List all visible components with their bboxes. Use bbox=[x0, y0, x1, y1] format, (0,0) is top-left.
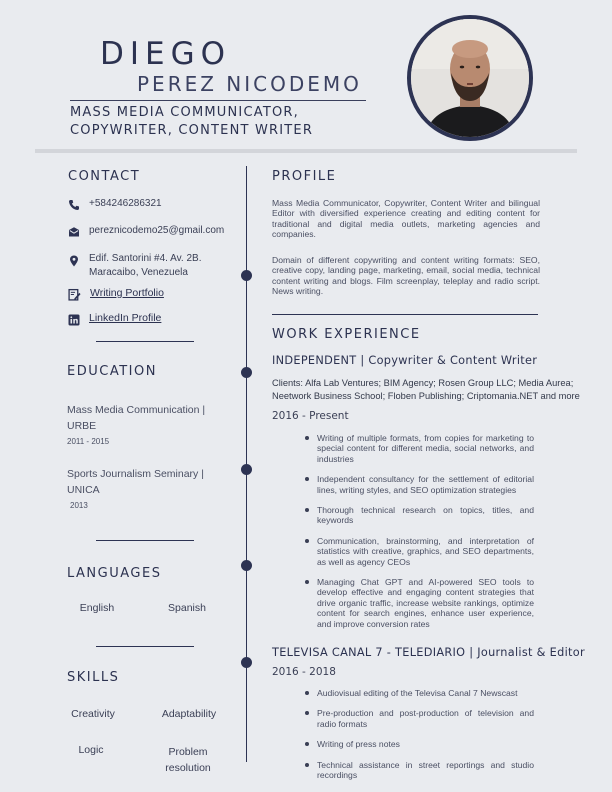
contact-heading: CONTACT bbox=[68, 169, 141, 184]
list-item: Pre-production and post-production of television and radio formats bbox=[304, 708, 534, 729]
profile-divider bbox=[272, 314, 538, 315]
job-bullet-list bbox=[304, 433, 534, 629]
job-title-line-2: COPYWRITER, CONTENT WRITER bbox=[70, 123, 314, 138]
profile-paragraph-2: Domain of different copywriting and content writing formats: SEO, creative copy, landing page, marketing, email, social media, technical content writing and blogs. Film screenplay, teleplay and radio script. News writing. bbox=[272, 255, 540, 297]
location-pin-icon bbox=[68, 255, 80, 267]
phone-icon bbox=[68, 199, 80, 211]
contact-divider bbox=[96, 341, 194, 342]
name-divider bbox=[70, 100, 366, 101]
last-name: PEREZ NICODEMO bbox=[137, 72, 362, 96]
skills-heading: SKILLS bbox=[67, 670, 120, 685]
languages-divider bbox=[96, 646, 194, 647]
email-address: pereznicodemo25@gmail.com bbox=[89, 225, 225, 236]
education-years: 2011 - 2015 bbox=[67, 437, 110, 446]
job-period: 2016 - 2018 bbox=[272, 666, 336, 678]
address-row bbox=[68, 252, 201, 280]
work-experience-heading: WORK EXPERIENCE bbox=[272, 327, 421, 342]
education-heading: EDUCATION bbox=[67, 364, 157, 379]
timeline-dot bbox=[241, 270, 252, 281]
job-title-line-1: MASS MEDIA COMMUNICATOR, bbox=[70, 105, 299, 120]
education-school: UNICA bbox=[67, 484, 100, 496]
languages-heading: LANGUAGES bbox=[67, 566, 162, 581]
linkedin-icon bbox=[68, 314, 80, 326]
profile-heading: PROFILE bbox=[272, 169, 337, 184]
timeline-dot bbox=[241, 657, 252, 668]
skill-logic: Logic bbox=[78, 744, 104, 756]
edit-document-icon bbox=[68, 288, 81, 301]
linkedin-row bbox=[68, 312, 161, 326]
timeline-dot bbox=[241, 560, 252, 571]
address-line-2: Maracaibo, Venezuela bbox=[89, 267, 188, 278]
list-item: Writing of press notes bbox=[304, 739, 534, 749]
address-line-1: Edif. Santorini #4. Av. 2B. bbox=[89, 253, 202, 264]
list-item: Communication, brainstorming, and interpretation of statistics with creative, graphics, and SEO departments, as well as agency CEOs bbox=[304, 536, 534, 567]
list-item: Managing Chat GPT and AI-powered SEO tools to develop effective and engaging content strategies that drive organic traffic, increase website rankings, optimize content for search engines, enhance user experience, and improve conversion rates bbox=[304, 577, 534, 629]
skill-adaptability: Adaptability bbox=[161, 708, 217, 720]
education-degree: Sports Journalism Seminary | bbox=[67, 468, 204, 480]
language-spanish: Spanish bbox=[168, 602, 206, 614]
portfolio-link[interactable]: Writing Portfolio bbox=[90, 287, 164, 299]
education-item bbox=[67, 466, 204, 514]
skill-problem-resolution: Problem resolution bbox=[165, 746, 211, 774]
education-years: 2013 bbox=[70, 501, 88, 510]
list-item: Writing of multiple formats, from copies for marketing to special content for different media, social networks, and industries bbox=[304, 433, 534, 464]
education-school: URBE bbox=[67, 420, 97, 432]
job-period: 2016 - Present bbox=[272, 410, 349, 422]
phone-row bbox=[68, 198, 162, 211]
education-degree: Mass Media Communication | bbox=[67, 404, 206, 416]
list-item: Technical assistance in street reportings and studio recordings bbox=[304, 760, 534, 781]
phone-number: +584246286321 bbox=[89, 198, 162, 209]
envelope-icon bbox=[68, 226, 80, 238]
job-title: TELEVISA CANAL 7 - TELEDIARIO | Journalist & Editor bbox=[272, 646, 585, 659]
timeline-dot bbox=[241, 464, 252, 475]
education-item bbox=[67, 402, 205, 450]
email-row bbox=[68, 225, 224, 238]
profile-paragraph-1: Mass Media Communicator, Copywriter, Content Writer and bilingual Editor with diversified experience creating and editing content for traditional and digital media outlets, marketing agencies and companies. bbox=[272, 198, 540, 240]
job-title: INDEPENDENT | Copywriter & Content Writer bbox=[272, 354, 538, 367]
timeline-dot bbox=[241, 367, 252, 378]
skill-creativity: Creativity bbox=[71, 708, 115, 720]
linkedin-link[interactable]: LinkedIn Profile bbox=[89, 312, 162, 324]
portfolio-row bbox=[68, 287, 164, 301]
first-name: DIEGO bbox=[100, 36, 232, 72]
list-item: Audiovisual editing of the Televisa Canal 7 Newscast bbox=[304, 688, 534, 698]
job-clients: Clients: Alfa Lab Ventures; BIM Agency; Rosen Group LLC; Media Aurea; Neetwork Business School; Floben Publishing; Criptomania.NET and more bbox=[272, 378, 580, 401]
language-english: English bbox=[79, 602, 115, 614]
header-divider bbox=[35, 149, 577, 153]
job-title bbox=[70, 104, 370, 140]
education-divider bbox=[96, 540, 194, 541]
profile-photo bbox=[407, 15, 533, 141]
list-item: Thorough technical research on topics, titles, and keywords bbox=[304, 505, 534, 526]
list-item: Independent consultancy for the settlement of editorial lines, writing styles, and SEO optimization strategies bbox=[304, 474, 534, 495]
job-bullet-list bbox=[304, 688, 534, 780]
portrait-image bbox=[411, 19, 529, 137]
